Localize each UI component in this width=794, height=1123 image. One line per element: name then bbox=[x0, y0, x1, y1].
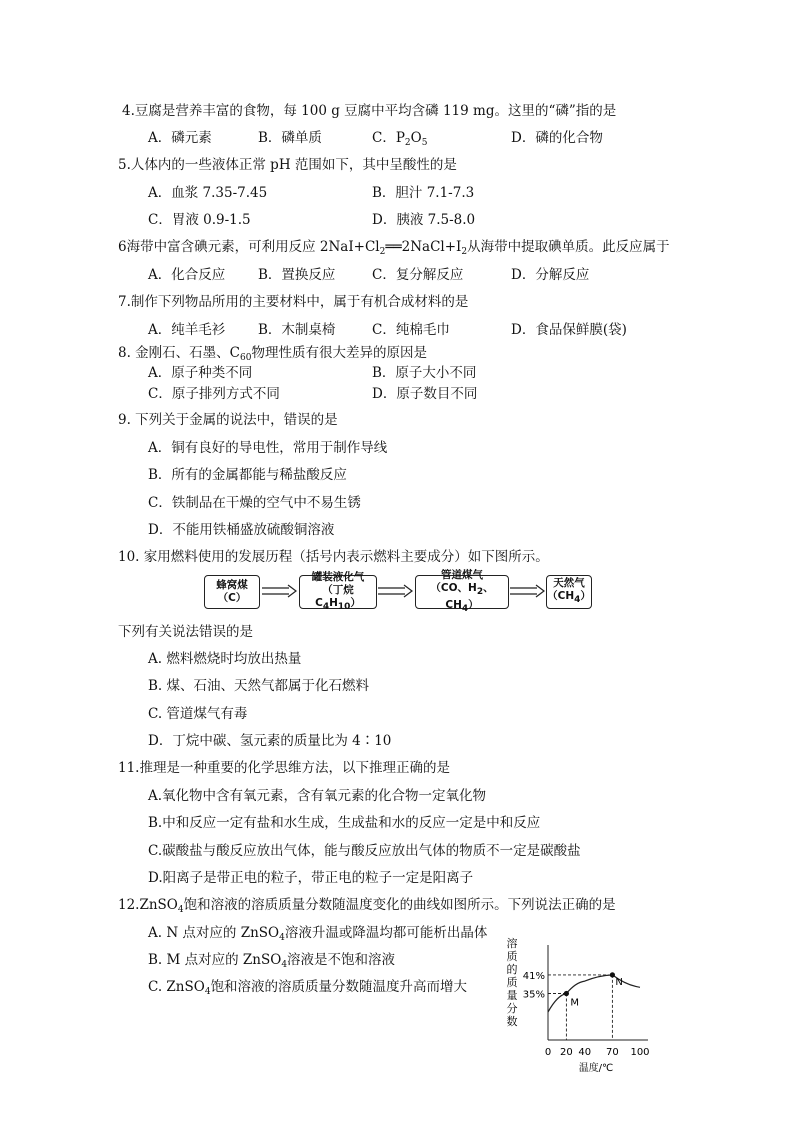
q6-option-a: A．化合反应 bbox=[148, 267, 226, 283]
q10-option-b: B. 煤、石油、天然气都属于化石燃料 bbox=[148, 678, 370, 694]
q6-stem: 6海带中富含碘元素，可利用反应 $2NaI+Cl_2══2NaCl+I_2$从海带中提取碘单质。此反应属于 bbox=[118, 239, 670, 257]
q11-option-a: A.氧化物中含有氧元素，含有氧元素的化合物一定氧化物 bbox=[148, 788, 487, 804]
q12-option-a: A. N 点对应的 ZnSO$_4$溶液升温或降温均都可能析出晶体 bbox=[148, 925, 488, 943]
q11-option-c: C.碳酸盐与酸反应放出气体，能与酸反应放出气体的物质不一定是碳酸盐 bbox=[148, 843, 581, 859]
y-label-char: 溶 bbox=[506, 937, 518, 950]
q10-option-d: D．丁烷中碳、氢元素的质量比为 4∶10 bbox=[148, 733, 392, 749]
flow-box-lpg: 罐装液化气 （丁烷$C_4H_{10}$） bbox=[299, 575, 377, 609]
q8-option-b: B．原子大小不同 bbox=[372, 365, 477, 381]
q12-option-b: B. M 点对应的 ZnSO$_4$溶液是不饱和溶液 bbox=[148, 952, 396, 970]
y-tick-41: 41% bbox=[522, 970, 545, 982]
x-tick-20: 20 bbox=[560, 1047, 573, 1058]
point-label-M: M bbox=[570, 997, 580, 1009]
point-label-N: N bbox=[615, 976, 623, 988]
flow-box-pipe-gas: 管道煤气 （CO、$H_2$、$CH_4$） bbox=[415, 575, 509, 609]
x-tick-70: 70 bbox=[606, 1047, 619, 1058]
flow-arrow-2 bbox=[377, 584, 413, 598]
solubility-curve bbox=[548, 975, 640, 1012]
q9-stem: 9. 下列关于金属的说法中，错误的是 bbox=[118, 412, 338, 428]
q7-stem: 7.制作下列物品所用的主要材料中，属于有机合成材料的是 bbox=[118, 294, 469, 310]
x-tick-0: 0 bbox=[544, 1047, 552, 1058]
x-axis-label: 温度/℃ bbox=[578, 1063, 614, 1074]
q5-option-d: D．胰液 7.5-8.0 bbox=[372, 212, 476, 228]
y-label-char: 分 bbox=[506, 1002, 518, 1015]
y-label-char: 质 bbox=[506, 976, 518, 989]
flow-arrow-1 bbox=[261, 584, 297, 598]
q6-option-c: C．复分解反应 bbox=[372, 267, 464, 283]
q8-stem: 8. 金刚石、石墨、$C_{60}$物理性质有很大差异的原因是 bbox=[118, 345, 427, 363]
q9-option-d: D．不能用铁桶盛放硫酸铜溶液 bbox=[148, 522, 335, 538]
q10-stem: 10. 家用燃料使用的发展历程（括号内表示燃料主要成分）如下图所示。 bbox=[118, 549, 549, 565]
solubility-chart bbox=[500, 935, 660, 1075]
q5-option-b: B．胆汁 7.1-7.3 bbox=[372, 185, 475, 201]
point-M bbox=[564, 991, 569, 996]
q10-option-a: A. 燃料燃烧时均放出热量 bbox=[148, 651, 302, 667]
q9-option-a: A．铜有良好的导电性，常用于制作导线 bbox=[148, 440, 388, 456]
q11-stem: 11.推理是一种重要的化学思维方法，以下推理正确的是 bbox=[118, 760, 450, 776]
q7-option-a: A．纯羊毛衫 bbox=[148, 322, 226, 338]
y-label-char: 的 bbox=[506, 963, 518, 976]
y-label-char: 质 bbox=[506, 950, 518, 963]
q4-option-b: B．磷单质 bbox=[258, 130, 322, 146]
q5-option-c: C．胃液 0.9-1.5 bbox=[148, 212, 251, 228]
point-N bbox=[610, 972, 615, 977]
flow-box-natural-gas: 天然气 $(CH_4)$ bbox=[546, 575, 592, 609]
q9-option-c: C．铁制品在干燥的空气中不易生锈 bbox=[148, 495, 361, 511]
y-tick-35: 35% bbox=[522, 989, 545, 1001]
q5-option-a: A．血浆 7.35-7.45 bbox=[148, 185, 268, 201]
q11-option-d: D.阳离子是带正电的粒子，带正电的粒子一定是阳离子 bbox=[148, 870, 474, 886]
y-label-char: 数 bbox=[506, 1015, 518, 1028]
q9-option-b: B．所有的金属都能与稀盐酸反应 bbox=[148, 467, 347, 483]
x-tick-40: 40 bbox=[578, 1047, 592, 1058]
q6-option-b: B．置换反应 bbox=[258, 267, 336, 283]
q4-option-a: A．磷元素 bbox=[148, 130, 212, 146]
x-tick-100: 100 bbox=[630, 1047, 650, 1058]
q8-option-c: C．原子排列方式不同 bbox=[148, 386, 280, 402]
q12-stem: 12.ZnSO$_4$饱和溶液的溶质质量分数随温度变化的曲线如图所示。下列说法正确的是 bbox=[118, 897, 616, 915]
q8-option-d: D．原子数目不同 bbox=[372, 386, 478, 402]
q8-option-a: A．原子种类不同 bbox=[148, 365, 253, 381]
q10-sub-stem: 下列有关说法错误的是 bbox=[118, 624, 253, 640]
q7-option-d: D．食品保鲜膜(袋) bbox=[511, 322, 627, 338]
q4-option-d: D．磷的化合物 bbox=[511, 130, 603, 146]
q7-option-c: C．纯棉毛巾 bbox=[372, 322, 450, 338]
q4-option-c: C．$P_2O_5$ bbox=[372, 130, 428, 148]
q7-option-b: B．木制桌椅 bbox=[258, 322, 336, 338]
q4-stem: 4.豆腐是营养丰富的食物，每 100 g 豆腐中平均含磷 119 mg。这里的“磷”指的是 bbox=[122, 103, 617, 119]
q5-stem: 5.人体内的一些液体正常 pH 范围如下，其中呈酸性的是 bbox=[118, 157, 457, 173]
q10-option-c: C. 管道煤气有毒 bbox=[148, 706, 248, 722]
q6-option-d: D．分解反应 bbox=[511, 267, 590, 283]
q11-option-b: B.中和反应一定有盐和水生成，生成盐和水的反应一定是中和反应 bbox=[148, 815, 541, 831]
y-label-char: 量 bbox=[506, 989, 518, 1002]
flow-box-honeycomb-coal: 蜂窝煤 （C） bbox=[204, 575, 260, 609]
q12-option-c: C. ZnSO$_4$饱和溶液的溶质质量分数随温度升高而增大 bbox=[148, 979, 468, 997]
y-axis-label bbox=[507, 936, 518, 1028]
flow-arrow-3 bbox=[509, 584, 545, 598]
